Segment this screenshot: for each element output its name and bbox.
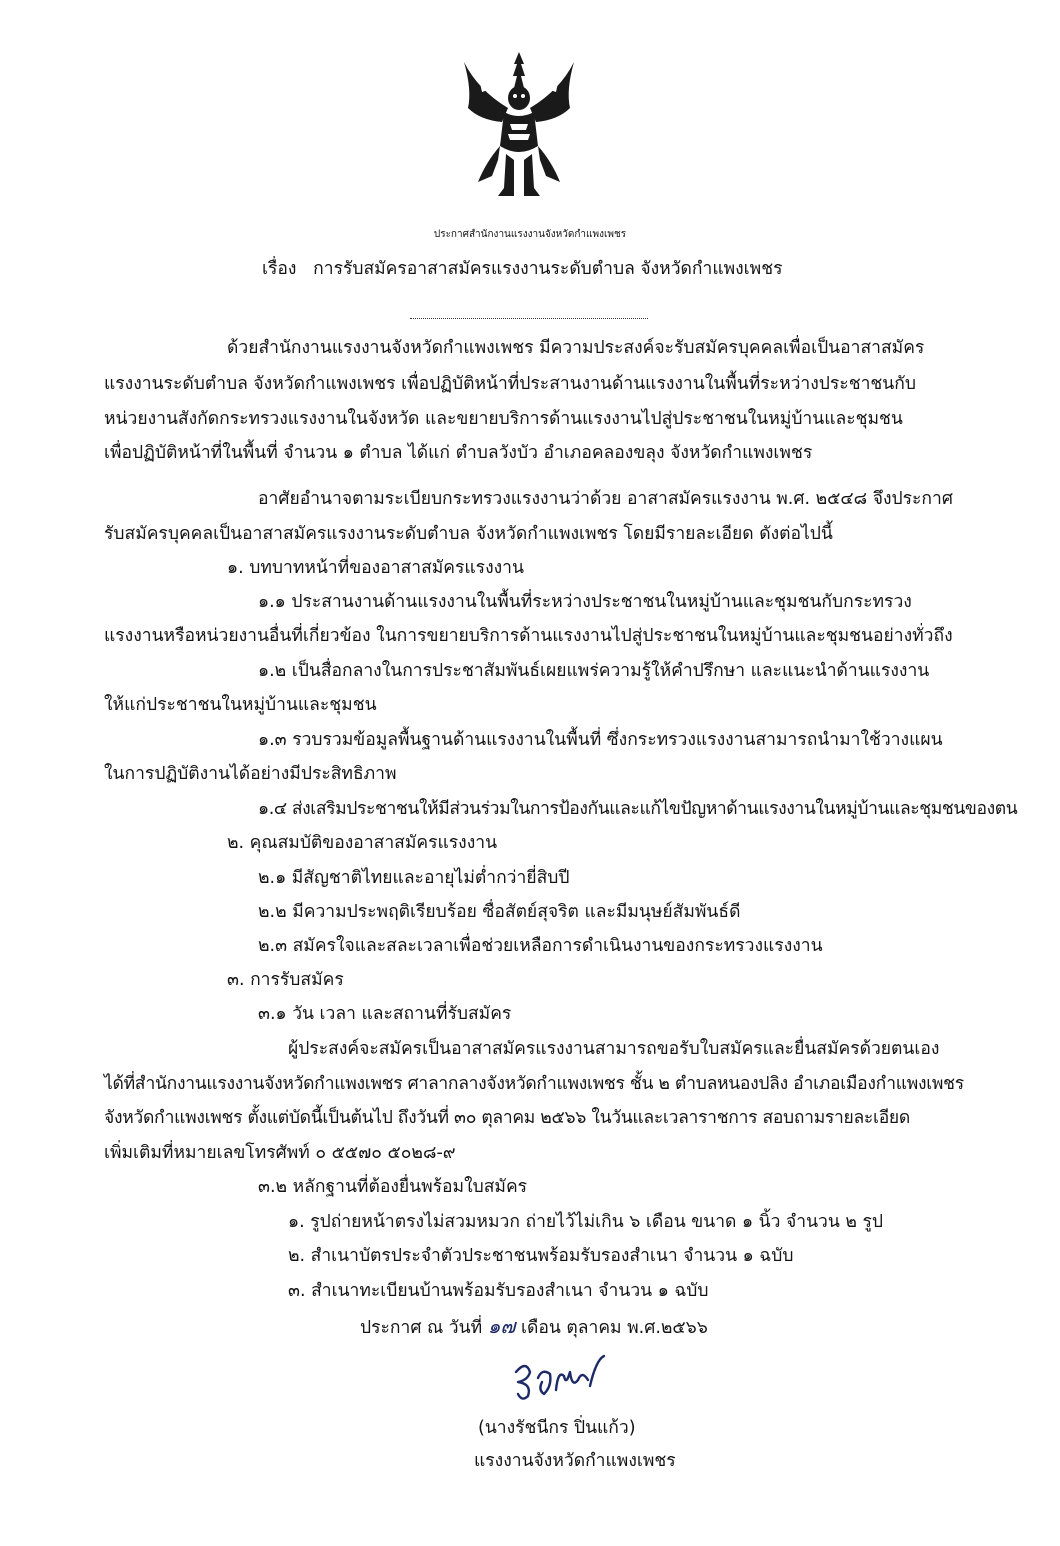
subject-text: การรับสมัครอาสาสมัครแรงงานระดับตำบล จังหวัดกำแพงเพชร xyxy=(313,259,783,279)
required-document-2: ๒. สำเนาบัตรประจำตัวประชาชนพร้อมรับรองสำเนา จำนวน ๑ ฉบับ xyxy=(288,1246,794,1266)
item-3-1-line-4: เพิ่มเติมที่หมายเลขโทรศัพท์ ๐ ๕๕๗๐ ๕๐๒๘-๙ xyxy=(104,1143,456,1163)
signer-position: แรงงานจังหวัดกำแพงเพชร xyxy=(474,1451,676,1471)
announcement-title: ประกาศสำนักงานแรงงานจังหวัดกำแพงเพชร xyxy=(433,229,627,240)
signer-name: (นางรัชนีกร ปิ่นแก้ว) xyxy=(478,1418,636,1438)
intro-line-3: หน่วยงานสังกัดกระทรวงแรงงานในจังหวัด และขยายบริการด้านแรงงานไปสู่ประชาชนในหมู่บ้านและชุมชน xyxy=(104,409,903,429)
section-1-heading: ๑. บทบาทหน้าที่ของอาสาสมัครแรงงาน xyxy=(227,558,524,578)
authority-line-1: อาศัยอำนาจตามระเบียบกระทรวงแรงงานว่าด้วย อาสาสมัครแรงงาน พ.ศ. ๒๕๔๘ จึงประกาศ xyxy=(258,489,953,509)
required-document-3: ๓. สำเนาทะเบียนบ้านพร้อมรับรองสำเนา จำนวน ๑ ฉบับ xyxy=(288,1281,709,1301)
item-2-1: ๒.๑ มีสัญชาติไทยและอายุไม่ต่ำกว่ายี่สิบปี xyxy=(258,868,570,888)
item-1-2-line-1: ๑.๒ เป็นสื่อกลางในการประชาสัมพันธ์เผยแพร่ความรู้ให้คำปรึกษา และแนะนำด้านแรงงาน xyxy=(258,661,930,681)
dotted-divider xyxy=(410,318,648,319)
item-2-2: ๒.๒ มีความประพฤติเรียบร้อย ซื่อสัตย์สุจริต และมีมนุษย์สัมพันธ์ดี xyxy=(258,902,741,922)
date-suffix: เดือน ตุลาคม พ.ศ.๒๕๖๖ xyxy=(521,1318,708,1338)
item-3-2-heading: ๓.๒ หลักฐานที่ต้องยื่นพร้อมใบสมัคร xyxy=(258,1177,528,1197)
intro-line-1: ด้วยสำนักงานแรงงานจังหวัดกำแพงเพชร มีความประสงค์จะรับสมัครบุคคลเพื่อเป็นอาสาสมัคร xyxy=(227,338,925,358)
item-3-1-heading: ๓.๑ วัน เวลา และสถานที่รับสมัคร xyxy=(258,1004,512,1024)
subject-line xyxy=(262,257,782,281)
item-1-3-line-2: ในการปฏิบัติงานได้อย่างมีประสิทธิภาพ xyxy=(104,764,397,784)
item-2-3: ๒.๓ สมัครใจและสละเวลาเพื่อช่วยเหลือการดำเนินงานของกระทรวงแรงงาน xyxy=(258,936,823,956)
item-1-4: ๑.๔ ส่งเสริมประชาชนให้มีส่วนร่วมในการป้องกันและแก้ไขปัญหาด้านแรงงานในหมู่บ้านและชุมชนของตน xyxy=(258,799,1018,819)
subject-label: เรื่อง xyxy=(262,259,297,279)
item-3-1-line-3: จังหวัดกำแพงเพชร ตั้งแต่บัดนี้เป็นต้นไป ถึงวันที่ ๓๐ ตุลาคม ๒๕๖๖ ในวันและเวลาราชการ สอบถามรายละเอียด xyxy=(104,1108,910,1128)
intro-line-4: เพื่อปฏิบัติหน้าที่ในพื้นที่ จำนวน ๑ ตำบล ได้แก่ ตำบลวังบัว อำเภอคลองขลุง จังหวัดกำแพงเพชร xyxy=(104,443,813,463)
section-2-heading: ๒. คุณสมบัติของอาสาสมัครแรงงาน xyxy=(227,833,498,853)
authority-line-2: รับสมัครบุคคลเป็นอาสาสมัครแรงงานระดับตำบล จังหวัดกำแพงเพชร โดยมีรายละเอียด ดังต่อไปนี้ xyxy=(104,524,833,544)
handwritten-day: ๑๗ xyxy=(487,1314,516,1338)
date-prefix: ประกาศ ณ วันที่ xyxy=(360,1318,483,1338)
handwritten-signature xyxy=(508,1350,612,1406)
item-3-1-line-2: ได้ที่สำนักงานแรงงานจังหวัดกำแพงเพชร ศาลากลางจังหวัดกำแพงเพชร ชั้น ๒ ตำบลหนองปลิง อำเภอเมืองกำแพงเพชร xyxy=(104,1074,964,1094)
item-1-3-line-1: ๑.๓ รวบรวมข้อมูลพื้นฐานด้านแรงงานในพื้นที่ ซึ่งกระทรวงแรงงานสามารถนำมาใช้วางแผน xyxy=(258,730,943,750)
item-1-2-line-2: ให้แก่ประชาชนในหมู่บ้านและชุมชน xyxy=(104,695,377,715)
item-1-1-line-2: แรงงานหรือหน่วยงานอื่นที่เกี่ยวข้อง ในการขยายบริการด้านแรงงานไปสู่ประชาชนในหมู่บ้านและชุมชนอย่างทั่วถึง xyxy=(104,626,953,646)
item-3-1-line-1: ผู้ประสงค์จะสมัครเป็นอาสาสมัครแรงงานสามารถขอรับใบสมัครและยื่นสมัครด้วยตนเอง xyxy=(288,1039,940,1059)
intro-line-2: แรงงานระดับตำบล จังหวัดกำแพงเพชร เพื่อปฏิบัติหน้าที่ประสานงานด้านแรงงานในพื้นที่ระหว่างประชาชนกับ xyxy=(104,374,916,394)
required-document-1: ๑. รูปถ่ายหน้าตรงไม่สวมหมวก ถ่ายไว้ไม่เกิน ๖ เดือน ขนาด ๑ นิ้ว จำนวน ๒ รูป xyxy=(288,1212,883,1232)
announcement-date xyxy=(360,1314,708,1340)
section-3-heading: ๓. การรับสมัคร xyxy=(227,970,344,990)
item-1-1-line-1: ๑.๑ ประสานงานด้านแรงงานในพื้นที่ระหว่างประชาชนในหมู่บ้านและชุมชนกับกระทรวง xyxy=(258,592,912,612)
garuda-emblem-icon xyxy=(458,50,580,200)
